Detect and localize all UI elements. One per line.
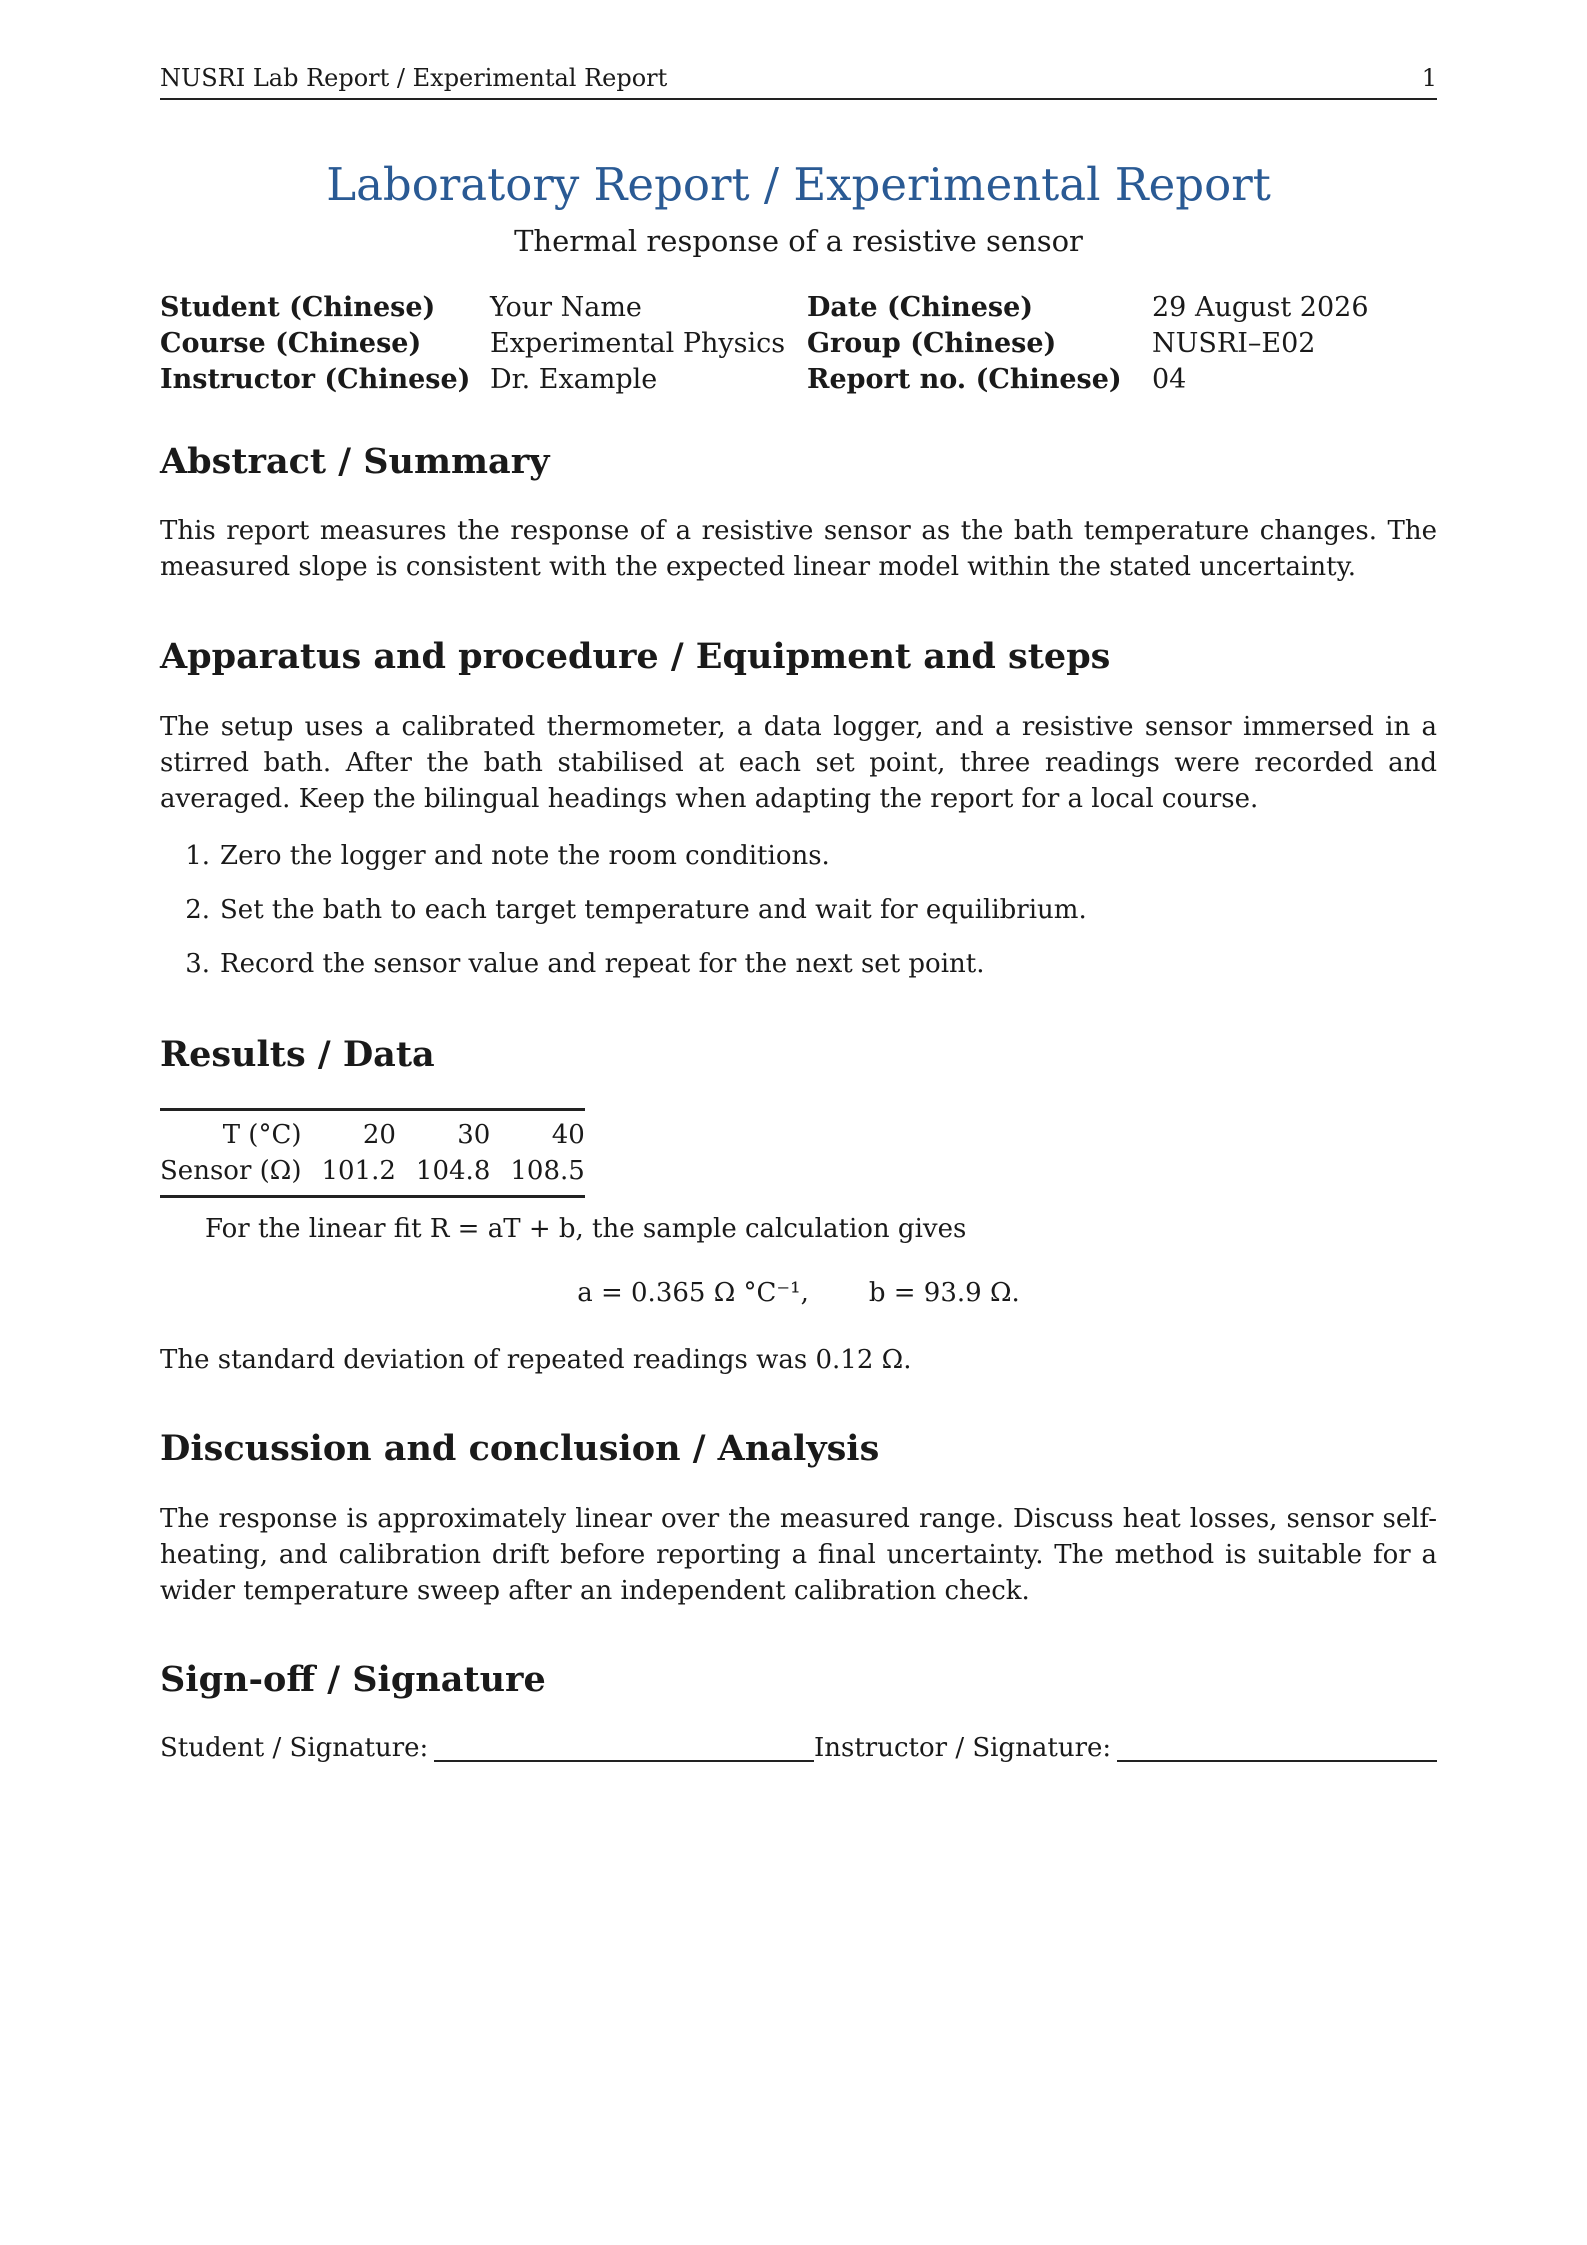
apparatus-heading: Apparatus and procedure / Equipment and steps xyxy=(160,636,1111,677)
table-row xyxy=(160,1153,585,1197)
step-number: 2. xyxy=(185,895,210,925)
page-number: 1 xyxy=(1421,64,1437,92)
signature-row xyxy=(160,1730,1437,1770)
report-number-value: 04 xyxy=(1152,364,1187,395)
step-text: Zero the logger and note the room conditions. xyxy=(220,841,830,871)
report-title: Laboratory Report / Experimental Report xyxy=(326,158,1271,211)
course-label: Course (Chinese) xyxy=(160,328,422,359)
fit-text: For the linear fit R = aT + b, the sample calculation gives xyxy=(205,1214,967,1244)
title-block xyxy=(160,155,1437,261)
group-value: NUSRI–E02 xyxy=(1152,328,1316,359)
header-title: NUSRI Lab Report / Experimental Report xyxy=(160,64,668,92)
table-cell: 40 xyxy=(500,1110,584,1154)
step-text: Set the bath to each target temperature and wait for equilibrium. xyxy=(220,895,1087,925)
table-cell: 104.8 xyxy=(406,1153,500,1197)
results-heading: Results / Data xyxy=(160,1034,435,1075)
group-label: Group (Chinese) xyxy=(807,328,1057,359)
report-subtitle: Thermal response of a resistive sensor xyxy=(514,224,1083,258)
procedure-step xyxy=(160,838,1437,874)
meta-row xyxy=(160,326,1437,362)
meta-row xyxy=(160,290,1437,326)
equation-b: b = 93.9 Ω. xyxy=(868,1278,1020,1308)
discussion-heading: Discussion and conclusion / Analysis xyxy=(160,1428,880,1469)
report-metadata xyxy=(160,290,1437,398)
procedure-steps xyxy=(160,838,1437,1000)
table-cell: 30 xyxy=(406,1110,500,1154)
instructor-signature-label: Instructor / Signature: xyxy=(814,1733,1112,1763)
table-cell: 20 xyxy=(311,1110,405,1154)
row-header-temperature: T (°C) xyxy=(160,1110,311,1154)
instructor-value: Dr. Example xyxy=(490,364,658,395)
step-number: 1. xyxy=(185,841,210,871)
student-value: Your Name xyxy=(490,292,642,323)
date-value: 29 August 2026 xyxy=(1152,292,1369,323)
abstract-text: This report measures the response of a resistive sensor as the bath temperature changes. The measured slope is consistent with the expected linear model within the stated uncertainty. xyxy=(160,516,1437,582)
row-header-sensor: Sensor (Ω) xyxy=(160,1153,311,1197)
apparatus-text: The setup uses a calibrated thermometer, a data logger, and a resistive sensor immersed in a stirred bath. After the bath stabilised at each set point, three readings were recorded and averaged. Keep the bilingual headings when adapting the report for a local course. xyxy=(160,712,1437,814)
equation-a: a = 0.365 Ω °C⁻¹, xyxy=(577,1278,809,1308)
abstract-heading: Abstract / Summary xyxy=(160,441,550,482)
student-label: Student (Chinese) xyxy=(160,292,436,323)
meta-row xyxy=(160,362,1437,398)
procedure-step xyxy=(160,892,1437,928)
std-dev-text: The standard deviation of repeated readings was 0.12 Ω. xyxy=(160,1345,912,1375)
procedure-step xyxy=(160,946,1437,982)
course-value: Experimental Physics xyxy=(490,328,786,359)
table-row xyxy=(160,1110,585,1154)
report-page xyxy=(160,0,1437,2245)
running-header xyxy=(160,62,1437,100)
step-number: 3. xyxy=(185,949,210,979)
table-cell: 108.5 xyxy=(500,1153,584,1197)
step-text: Record the sensor value and repeat for the next set point. xyxy=(220,949,985,979)
results-table xyxy=(160,1108,585,1198)
discussion-text: The response is approximately linear over the measured range. Discuss heat losses, sensor self-heating, and calibration drift before reporting a final uncertainty. The method is suitable for a wider temperature sweep after an independent calibration check. xyxy=(160,1504,1437,1606)
table-cell: 101.2 xyxy=(311,1153,405,1197)
instructor-signature-line[interactable] xyxy=(1117,1760,1437,1762)
report-number-label: Report no. (Chinese) xyxy=(807,364,1122,395)
student-signature-line[interactable] xyxy=(434,1760,814,1762)
fit-equation xyxy=(160,1275,1437,1311)
date-label: Date (Chinese) xyxy=(807,292,1034,323)
signoff-heading: Sign-off / Signature xyxy=(160,1659,546,1700)
instructor-label: Instructor (Chinese) xyxy=(160,364,471,395)
student-signature-label: Student / Signature: xyxy=(160,1733,429,1763)
